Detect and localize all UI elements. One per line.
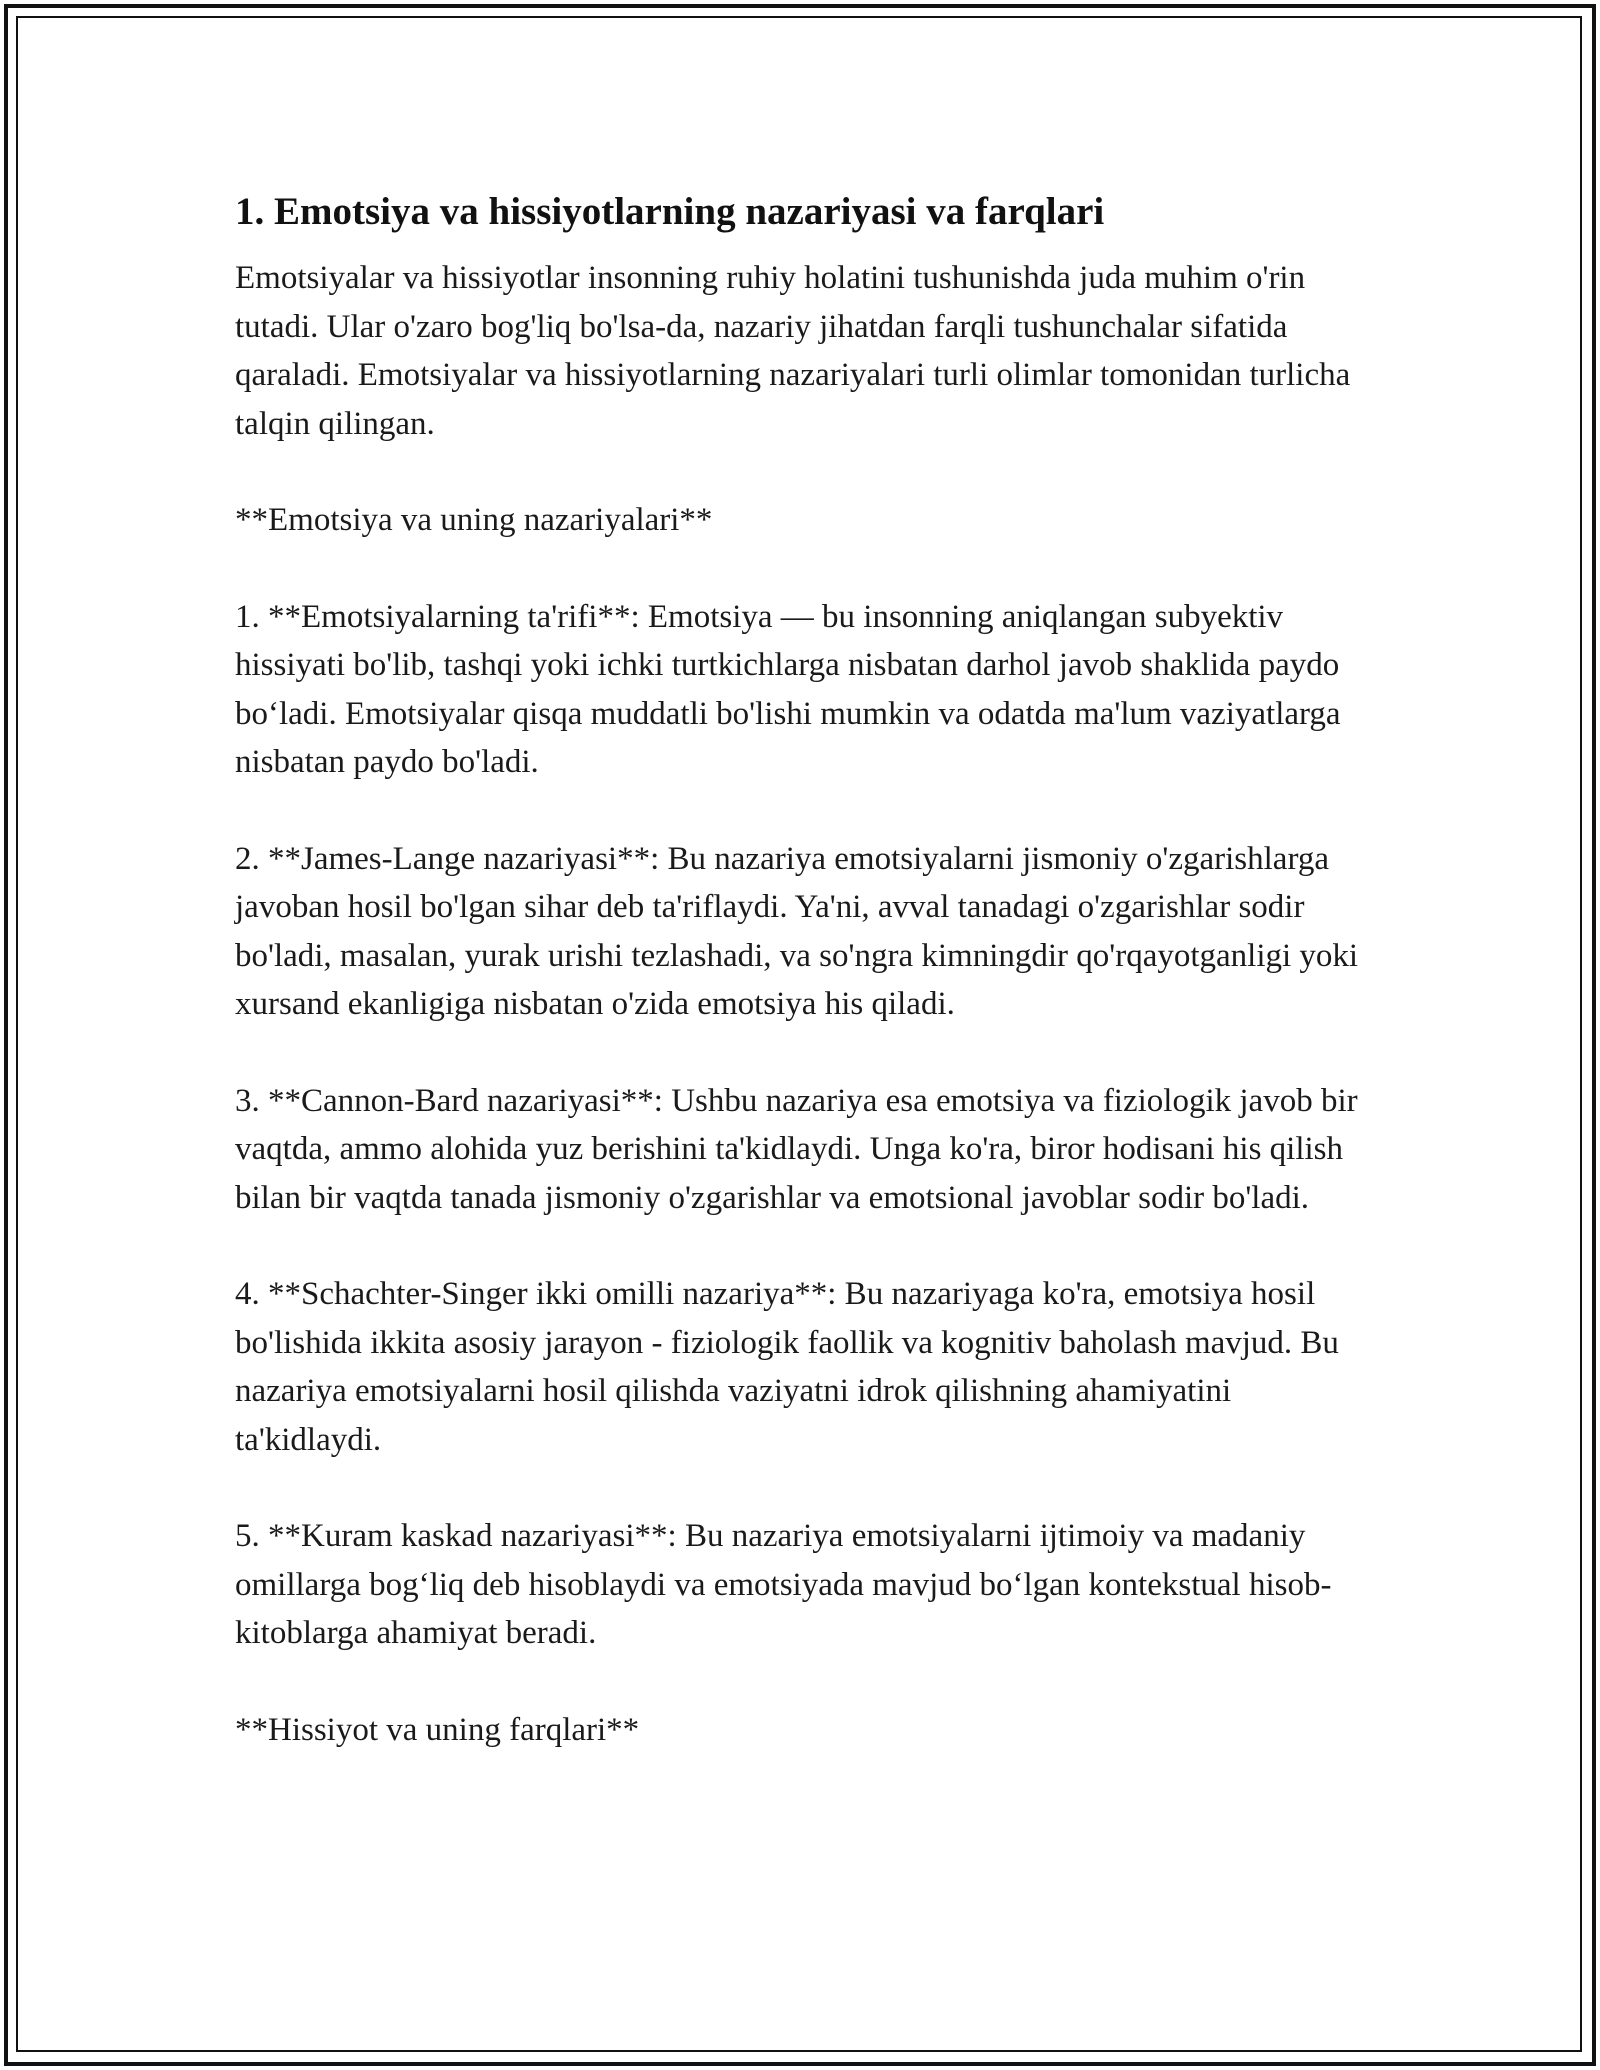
list-item-4-schachter-singer: 4. **Schachter-Singer ikki omilli nazariya**: Bu nazariyaga ko'ra, emotsiya hosil bo'lishida ikkita asosiy jarayon - fiziologik faollik va kognitiv baholash mavjud. Bu nazariya emotsiyalarni hosil qilishda vaziyatni idrok qilishning ahamiyatini ta'kidlaydi. <box>235 1276 1339 1458</box>
document-title: 1. Emotsiya va hissiyotlarning nazariyasi va farqlari <box>235 190 1105 233</box>
section-heading-hissiyot: **Hissiyot va uning farqlari** <box>235 1711 640 1748</box>
list-item-1-definition: 1. **Emotsiyalarning ta'rifi**: Emotsiya — bu insonning aniqlangan subyektiv hissiyati bo'lib, tashqi yoki ichki turtkichlarga nisbatan darhol javob shaklida paydo bo‘ladi. Emotsiyalar qisqa muddatli bo'lishi mumkin va odatda ma'lum vaziyatlarga nisbatan paydo bo'ladi. <box>235 598 1341 780</box>
list-item-3-cannon-bard: 3. **Cannon-Bard nazariyasi**: Ushbu nazariya esa emotsiya va fiziologik javob bir vaqtda, ammo alohida yuz berishini ta'kidlaydi. Unga ko'ra, biror hodisani his qilish bilan bir vaqtda tanada jismoniy o'zgarishlar va emotsional javoblar sodir bo'ladi. <box>235 1082 1358 1216</box>
section-heading-emotsiya: **Emotsiya va uning nazariyalari** <box>235 502 713 538</box>
intro-paragraph: Emotsiyalar va hissiyotlar insonning ruhiy holatini tushunishda juda muhim o'rin tutadi. Ular o'zaro bog'liq bo'lsa-da, nazariy jihatdan farqli tushunchalar sifatida qaraladi. Emotsiyalar va hissiyotlarning nazariyalari turli olimlar tomonidan turlicha talqin qilingan. <box>235 260 1351 442</box>
list-item-2-james-lange: 2. **James-Lange nazariyasi**: Bu nazariya emotsiyalarni jismoniy o'zgarishlarga javoban hosil bo'lgan sihar deb ta'riflaydi. Ya'ni, avval tanadagi o'zgarishlar sodir bo'ladi, masalan, yurak urishi tezlashadi, va so'ngra kimningdir qo'rqayotganligi yoki xursand ekanligiga nisbatan o'zida emotsiya his qiladi. <box>235 840 1359 1022</box>
document-body <box>235 184 1385 1802</box>
list-item-5-kuram: 5. **Kuram kaskad nazariyasi**: Bu nazariya emotsiyalarni ijtimoiy va madaniy omillarga bog‘liq deb hisoblaydi va emotsiyada mavjud bo‘lgan kontekstual hisob-kitoblarga ahamiyat beradi. <box>235 1518 1332 1651</box>
